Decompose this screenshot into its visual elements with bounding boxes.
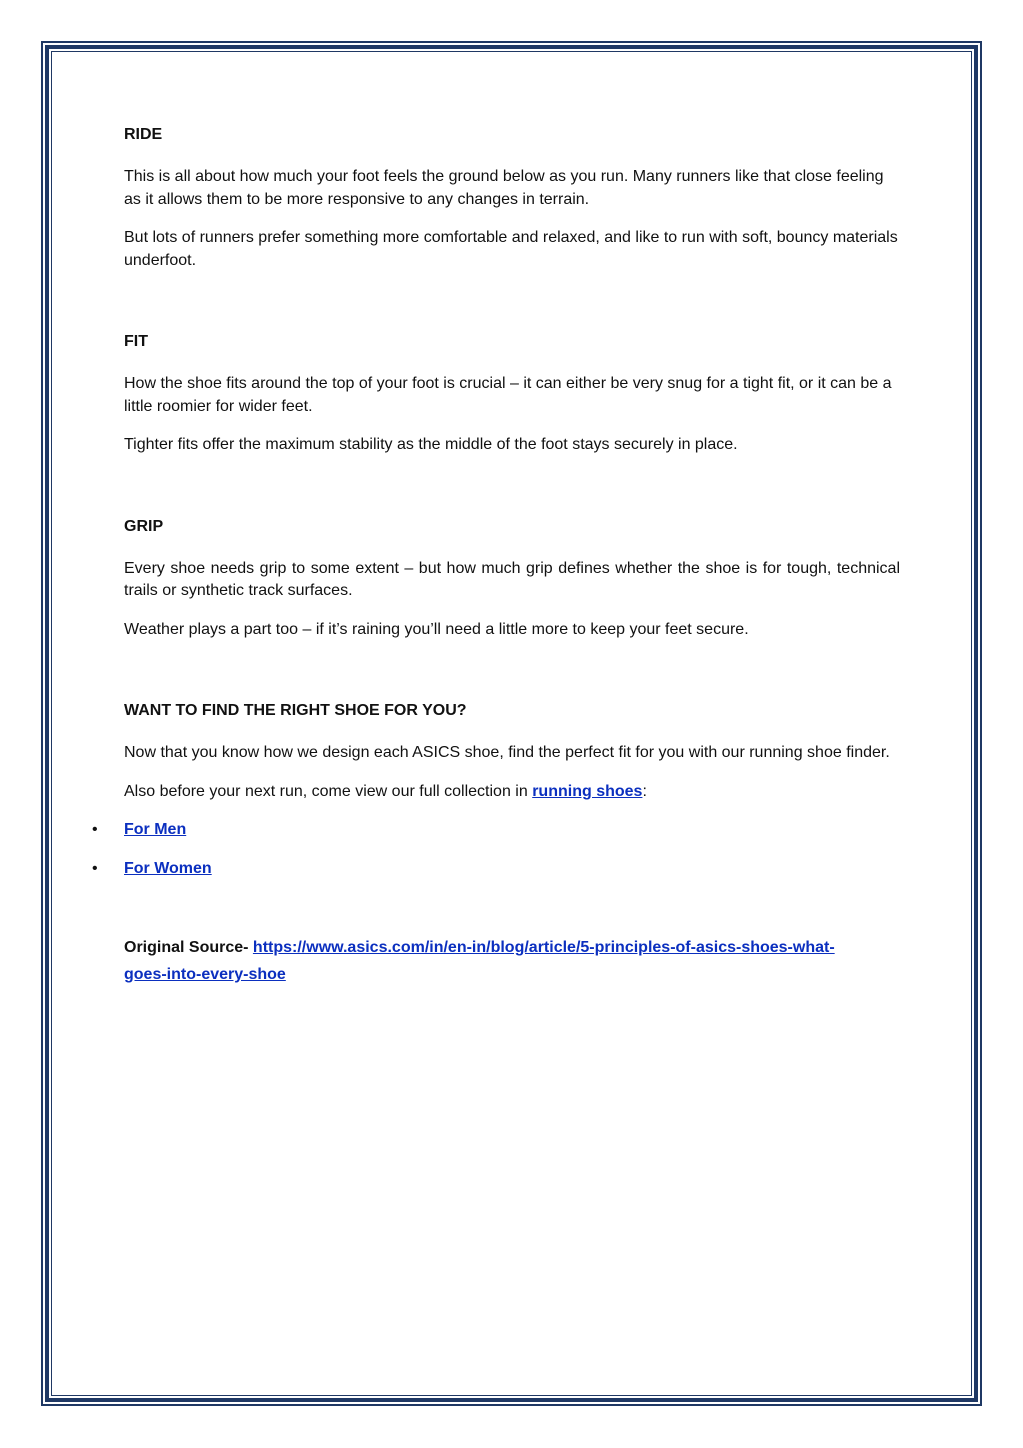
find-paragraph-2 [124,781,900,804]
document-body [92,120,900,988]
source-url-line-2: goes-into-every-shoe [124,966,286,983]
section-spacer [124,896,900,934]
section-grip [124,512,900,642]
ride-paragraph-2: But lots of runners prefer something more comfortable and relaxed, and like to run with soft, bouncy materials underfoot. [124,229,898,269]
heading-fit: FIT [124,333,148,350]
grip-paragraph-2: Weather plays a part too – if it’s raining you’ll need a little more to keep your feet secure. [124,620,749,638]
original-source [124,934,900,988]
fit-paragraph-1: How the shoe fits around the top of your foot is crucial – it can either be very snug for a tight fit, or it can be a little roomier for wider feet. [124,375,892,415]
heading-grip: GRIP [124,517,164,535]
collection-links-list [92,819,900,880]
running-shoes-link[interactable]: running shoes [532,782,643,800]
section-ride [124,120,900,272]
fit-paragraph-2: Tighter fits offer the maximum stability as the middle of the foot stays securely in place. [124,436,738,453]
grip-paragraph-1: Every shoe needs grip to some extent – but how much grip defines whether the shoe is for tough, technical trails or synthetic track surfaces. [124,559,900,599]
find-paragraph-2-text: Also before your next run, come view our full collection in [124,782,533,800]
find-paragraph-1: Now that you know how we design each ASICS shoe, find the perfect fit for you with our running shoe finder. [124,744,890,761]
heading-find-shoe: WANT TO FIND THE RIGHT SHOE FOR YOU? [124,702,467,719]
section-spacer [124,473,900,512]
section-spacer [124,657,900,696]
section-find-shoe [92,696,900,880]
list-item [92,819,900,842]
bullet-icon: • [92,821,98,838]
find-paragraph-2-colon: : [642,782,647,800]
heading-ride: RIDE [124,126,163,143]
section-fit [124,327,900,457]
source-url-line-1: https://www.asics.com/in/en-in/blog/article/5-principles-of-asics-shoes-what- [252,939,835,956]
list-item [92,858,900,881]
for-men-link[interactable]: For Men [124,821,187,838]
source-label: Original Source- [124,939,249,956]
bullet-icon: • [92,859,98,877]
ride-paragraph-1: This is all about how much your foot feels the ground below as you run. Many runners like that close feeling as it allows them to be more responsive to any changes in terrain. [124,168,884,208]
section-spacer [124,288,900,327]
for-women-link[interactable]: For Women [124,859,212,877]
